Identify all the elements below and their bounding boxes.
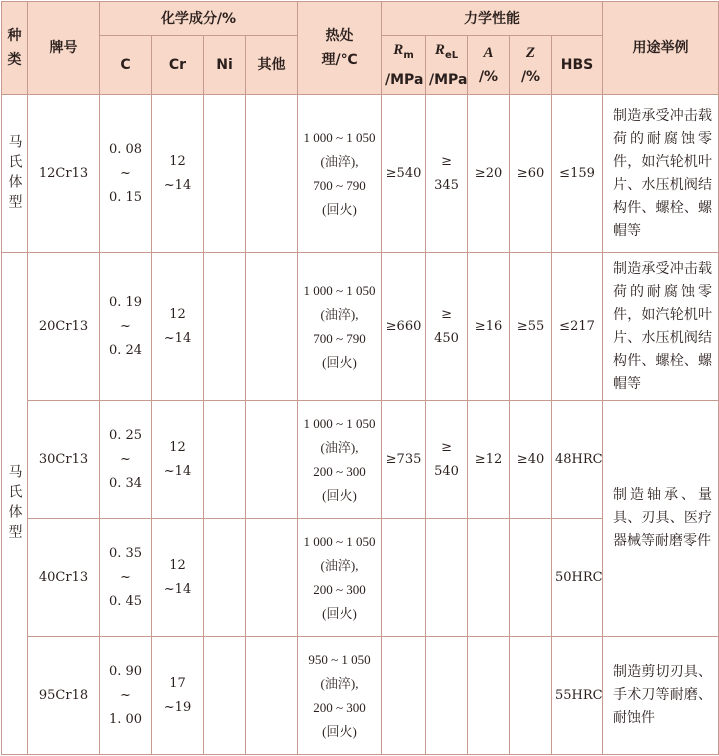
grade-cell: 12Cr13 bbox=[28, 95, 100, 253]
hbs-cell: 50HRC bbox=[552, 519, 603, 637]
other-header: 其他 bbox=[246, 36, 298, 95]
cr-cell: 12 ~14 bbox=[152, 95, 204, 253]
ni-cell bbox=[204, 401, 246, 519]
rm-cell bbox=[382, 637, 426, 755]
heat-treatment-header: 热处 理/℃ bbox=[298, 2, 382, 95]
grade-header: 牌号 bbox=[28, 2, 100, 95]
rm-cell: ≥735 bbox=[382, 401, 426, 519]
cr-cell: 12 ~14 bbox=[152, 253, 204, 401]
rel-header: $R_{eL}$ /MPa bbox=[426, 36, 468, 95]
z-cell: ≥60 bbox=[510, 95, 552, 253]
ni-header: Ni bbox=[204, 36, 246, 95]
ni-cell bbox=[204, 637, 246, 755]
heat-treatment-cell: 950 ~ 1 050 (油淬), 200 ~ 300 (回火) bbox=[298, 637, 382, 755]
rm-header: $R_m$ /MPa bbox=[382, 36, 426, 95]
category-cell: 马氏体型 bbox=[2, 95, 28, 253]
ni-cell bbox=[204, 95, 246, 253]
a-header: A /% bbox=[468, 36, 510, 95]
c-cell: 0. 08 ~ 0. 15 bbox=[100, 95, 152, 253]
a-cell bbox=[468, 637, 510, 755]
category-cell: 马氏体型 bbox=[2, 253, 28, 755]
heat-treatment-cell: 1 000 ~ 1 050 (油淬), 700 ~ 790 (回火) bbox=[298, 95, 382, 253]
category-header: 种类 bbox=[2, 2, 28, 95]
hbs-cell: ≤159 bbox=[552, 95, 603, 253]
c-cell: 0. 19 ~ 0. 24 bbox=[100, 253, 152, 401]
hbs-cell: ≤217 bbox=[552, 253, 603, 401]
table-row bbox=[2, 401, 719, 519]
grade-cell: 20Cr13 bbox=[28, 253, 100, 401]
rel-cell: ≥ 540 bbox=[426, 401, 468, 519]
cr-header: Cr bbox=[152, 36, 204, 95]
hbs-header: HBS bbox=[552, 36, 603, 95]
a-cell: ≥12 bbox=[468, 401, 510, 519]
cr-cell: 12 ~14 bbox=[152, 401, 204, 519]
rel-cell: ≥ 345 bbox=[426, 95, 468, 253]
c-cell: 0. 90 ~ 1. 00 bbox=[100, 637, 152, 755]
heat-treatment-cell: 1 000 ~ 1 050 (油淬), 200 ~ 300 (回火) bbox=[298, 519, 382, 637]
a-cell: ≥16 bbox=[468, 253, 510, 401]
stainless-steel-table bbox=[1, 1, 719, 755]
grade-cell: 40Cr13 bbox=[28, 519, 100, 637]
rel-cell bbox=[426, 519, 468, 637]
grade-cell: 95Cr18 bbox=[28, 637, 100, 755]
z-cell: ≥55 bbox=[510, 253, 552, 401]
table-row bbox=[2, 253, 719, 401]
hbs-cell: 48HRC bbox=[552, 401, 603, 519]
heat-treatment-cell: 1 000 ~ 1 050 (油淬), 200 ~ 300 (回火) bbox=[298, 401, 382, 519]
hbs-cell: 55HRC bbox=[552, 637, 603, 755]
cr-cell: 12 ~14 bbox=[152, 519, 204, 637]
usage-cell: 制造承受冲击载荷的耐腐蚀零件，如汽轮机叶片、水压机阀结构件、螺栓、螺帽等 bbox=[603, 253, 719, 401]
other-cell bbox=[246, 637, 298, 755]
rm-cell: ≥660 bbox=[382, 253, 426, 401]
c-cell: 0. 35 ~ 0. 45 bbox=[100, 519, 152, 637]
a-cell: ≥20 bbox=[468, 95, 510, 253]
ni-cell bbox=[204, 519, 246, 637]
grade-cell: 30Cr13 bbox=[28, 401, 100, 519]
z-header: Z /% bbox=[510, 36, 552, 95]
a-cell bbox=[468, 519, 510, 637]
z-cell bbox=[510, 519, 552, 637]
c-header: C bbox=[100, 36, 152, 95]
usage-cell: 制造承受冲击载荷的耐腐蚀零件，如汽轮机叶片、水压机阀结构件、螺栓、螺帽等 bbox=[603, 95, 719, 253]
heat-treatment-cell: 1 000 ~ 1 050 (油淬), 700 ~ 790 (回火) bbox=[298, 253, 382, 401]
usage-cell: 制造剪切刃具、手术刀等耐磨、耐蚀件 bbox=[603, 637, 719, 755]
other-cell bbox=[246, 95, 298, 253]
table-row bbox=[2, 637, 719, 755]
rel-cell: ≥ 450 bbox=[426, 253, 468, 401]
composition-header: 化学成分/% bbox=[100, 2, 298, 36]
rm-cell bbox=[382, 519, 426, 637]
rel-cell bbox=[426, 637, 468, 755]
c-cell: 0. 25 ~ 0. 34 bbox=[100, 401, 152, 519]
rm-cell: ≥540 bbox=[382, 95, 426, 253]
usage-cell: 制造轴承、量具、刃具、医疗器械等耐磨零件 bbox=[603, 401, 719, 637]
other-cell bbox=[246, 519, 298, 637]
ni-cell bbox=[204, 253, 246, 401]
other-cell bbox=[246, 253, 298, 401]
mechanical-properties-header: 力学性能 bbox=[382, 2, 603, 36]
cr-cell: 17 ~19 bbox=[152, 637, 204, 755]
other-cell bbox=[246, 401, 298, 519]
z-cell: ≥40 bbox=[510, 401, 552, 519]
table-row bbox=[2, 95, 719, 253]
z-cell bbox=[510, 637, 552, 755]
usage-header: 用途举例 bbox=[603, 2, 719, 95]
